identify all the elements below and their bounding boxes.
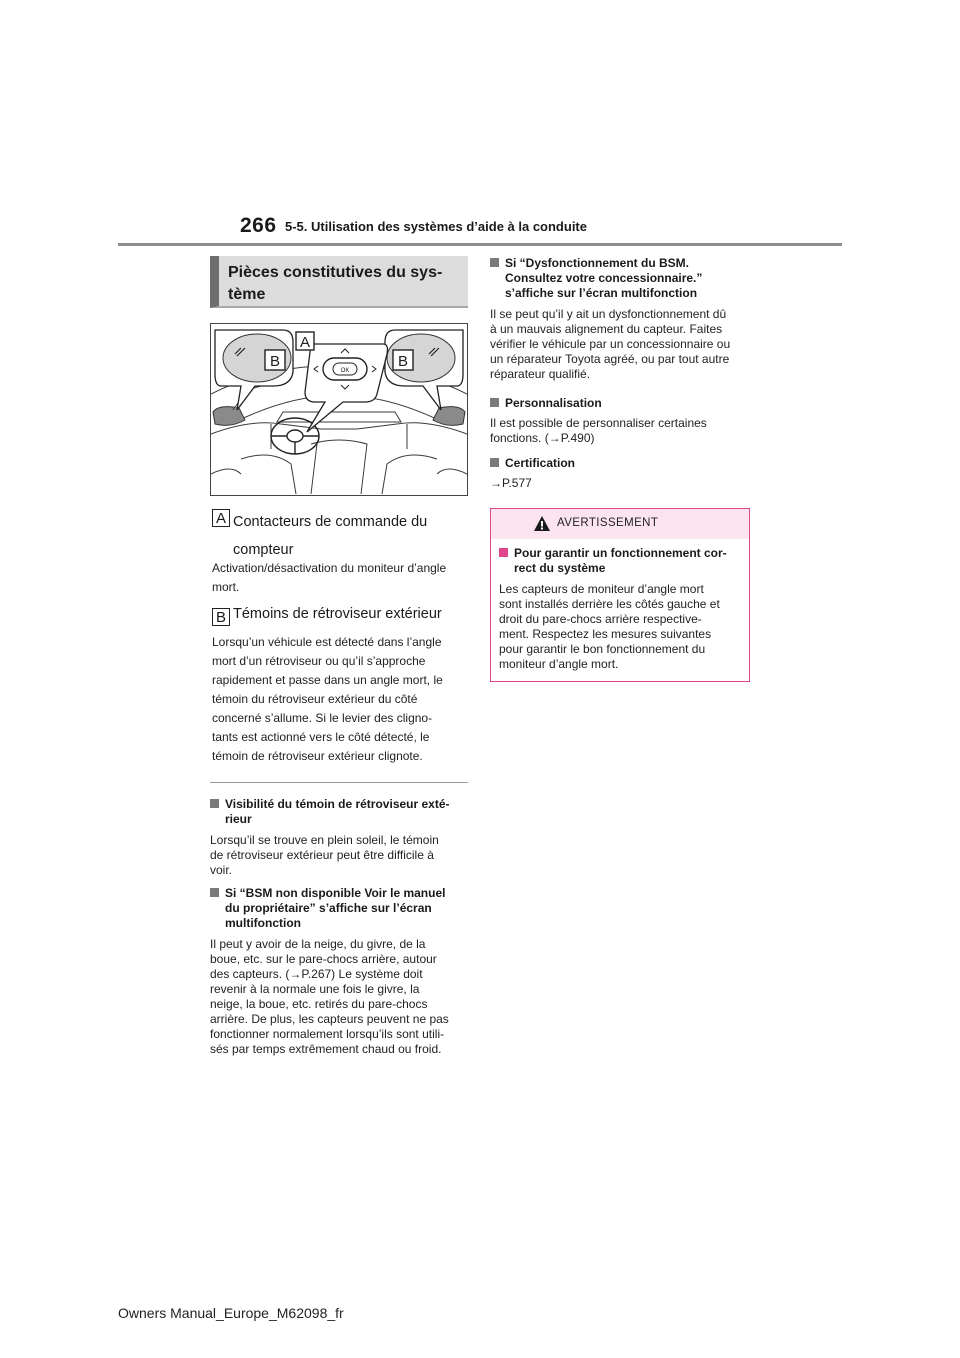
dashboard-illustration-svg (211, 324, 467, 495)
item-b-desc-line: témoin de rétroviseur extérieur clignote. (212, 749, 423, 763)
section-heading-box (210, 256, 468, 308)
page-number: 266 (240, 214, 277, 237)
note-title: Visibilité du témoin de rétroviseur exté- rieur (210, 797, 483, 827)
section-heading-line2: tème (228, 286, 266, 303)
item-a-desc-line1: Activation/désactivation du moniteur d’angle (212, 561, 447, 575)
item-b-desc-line: témoin du rétroviseur extérieur du côté (212, 692, 418, 706)
item-b-letter: B (212, 608, 230, 626)
item-b-description (212, 633, 470, 766)
item-a-description (212, 559, 470, 597)
note-certification (490, 456, 763, 491)
note-visibility (210, 797, 483, 878)
note-bsm-unavailable (210, 886, 483, 1057)
callout-label-b-right: B (397, 353, 409, 370)
item-a-title-line1: Contacteurs de commande du (233, 514, 428, 530)
footer-document-id: Owners Manual_Europe_M62098_fr (118, 1305, 344, 1321)
square-bullet-icon (490, 398, 499, 407)
warning-box (490, 508, 750, 682)
warning-title: Pour garantir un fonctionnement cor- rect du système (499, 546, 760, 576)
warning-body: Les capteurs de moniteur d’angle mort sont installés derrière les côtés gauche et droit du pare-chocs arrière respective- ment. Respectez les mesures suivantes pour garantir le bon fonctionnement du moniteur d’angle mort. (499, 582, 720, 671)
item-a-title-line2: compteur (233, 542, 294, 558)
item-b-desc-line: mort d’un rétroviseur ou qu’il s’approche (212, 654, 426, 668)
square-bullet-icon (210, 888, 219, 897)
warning-label: AVERTISSEMENT (557, 517, 659, 529)
note-title: Personnalisation (490, 396, 763, 411)
square-bullet-icon (499, 548, 508, 557)
header-rule (118, 243, 842, 246)
callout-label-b-left: B (269, 353, 281, 370)
note-body: Il peut y avoir de la neige, du givre, de la boue, etc. sur le pare-chocs arrière, autour des capteurs. (→P.267) Le système doit revenir à la normale une fois le givre, la neige, la boue, etc. retirés du pare-chocs arrière. De plus, les capteurs peuvent ne pas fonctionner normalement lorsqu’ils sont utili- sés par temps extrêmement chaud ou froid. (210, 937, 449, 1056)
item-b-desc-line: concerné s’allume. Si le levier des cligno- (212, 711, 433, 725)
warning-header (491, 509, 749, 539)
note-title: Si “Dysfonctionnement du BSM. Consultez votre concessionnaire.” s’affiche sur l’écran multifonction (490, 256, 763, 301)
item-b-desc-line: rapidement et passe dans un angle mort, le (212, 673, 443, 687)
note-body: Il se peut qu’il y ait un dysfonctionnement dû à un mauvais alignement du capteur. Faites vérifier le véhicule par un concessionnaire ou un réparateur Toyota agréé, ou par tout autre réparateur qualifié. (490, 307, 731, 381)
item-a-letter: A (212, 509, 230, 527)
dashboard-illustration (210, 323, 468, 496)
note-personalisation (490, 396, 763, 446)
square-bullet-icon (210, 799, 219, 808)
note-bsm-malfunction (490, 256, 763, 382)
note-title: Si “BSM non disponible Voir le manuel du propriétaire” s’affiche sur l’écran multifonction (210, 886, 483, 931)
warning-content (499, 546, 745, 672)
note-body: Lorsqu’il se trouve en plein soleil, le témoin de rétroviseur extérieur peut être difficile à voir. (210, 833, 439, 877)
ok-label: OK (340, 368, 350, 374)
section-heading-line1: Pièces constitutives du sys- (228, 264, 443, 281)
warning-triangle-icon (533, 515, 551, 532)
notes-divider (210, 782, 468, 783)
item-b-desc-line: tants est actionné vers le côté détecté, le (212, 730, 430, 744)
note-body: Il est possible de personnaliser certaines fonctions. (→P.490) (490, 416, 707, 445)
item-a-title (233, 508, 473, 564)
item-b-title: Témoins de rétroviseur extérieur (233, 606, 442, 622)
callout-label-a: A (299, 334, 311, 351)
square-bullet-icon (490, 458, 499, 467)
note-title: Certification (490, 456, 763, 471)
section-title: 5-5. Utilisation des systèmes d’aide à la conduite (285, 219, 587, 234)
note-body: →P.577 (490, 476, 532, 490)
square-bullet-icon (490, 258, 499, 267)
item-a-desc-line2: mort. (212, 580, 240, 594)
section-heading (228, 262, 442, 306)
item-b-desc-line: Lorsqu’un véhicule est détecté dans l’angle (212, 635, 442, 649)
